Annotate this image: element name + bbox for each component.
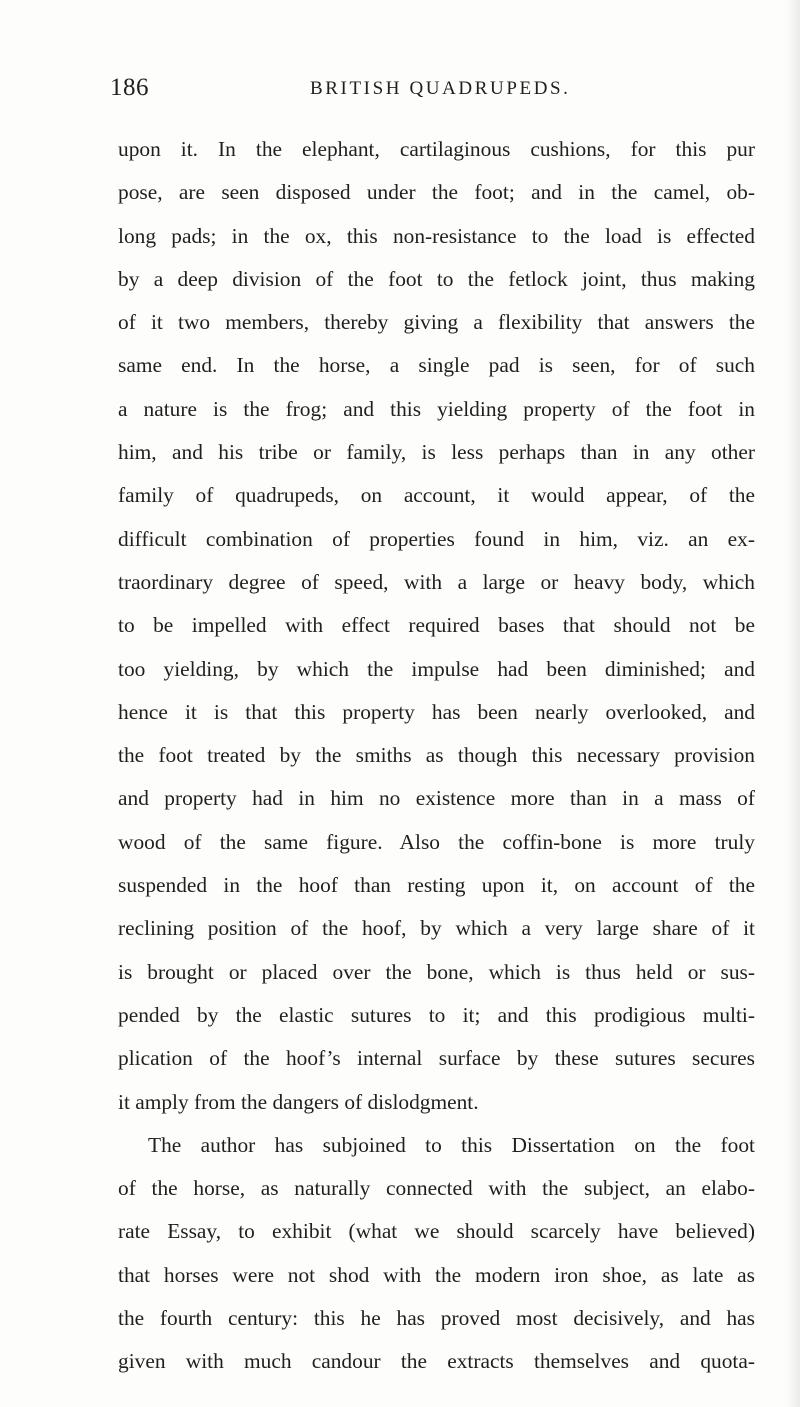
text-line: same end. In the horse, a single pad is seen, for of such [118,353,755,378]
text-line: pose, are seen disposed under the foot; and in the camel, ob- [118,180,755,205]
text-line: a nature is the frog; and this yielding property of the foot in [118,396,755,421]
running-title: BRITISH QUADRUPEDS. [310,78,571,99]
text-line: of it two members, thereby giving a flexibility that answers the [118,310,755,335]
text-line: rate Essay, to exhibit (what we should scarcely have believed) [118,1219,755,1244]
page-header [110,74,750,110]
text-line: upon it. In the elephant, cartilaginous cushions, for this pur [118,137,755,161]
text-line: given with much candour the extracts themselves and quota- [118,1349,755,1374]
text-line: the foot treated by the smiths as though this necessary provision [118,743,755,768]
text-line: to be impelled with effect required bases that should not be [118,613,755,638]
text-line: of the horse, as naturally connected with the subject, an elabo- [118,1176,755,1201]
text-line: difficult combination of properties found in him, viz. an ex- [118,526,755,551]
text-line: plication of the hoof’s internal surface by these sutures secures [118,1046,755,1071]
text-line: that horses were not shod with the modern iron shoe, as late as [118,1262,755,1287]
text-line: is brought or placed over the bone, which is thus held or sus- [118,959,755,984]
text-line: wood of the same figure. Also the coffin-bone is more truly [118,829,755,854]
text-line: traordinary degree of speed, with a large or heavy body, which [118,569,755,594]
page-number: 186 [110,74,149,101]
text-line: long pads; in the ox, this non-resistance to the load is effected [118,223,755,248]
text-line: too yielding, by which the impulse had been diminished; and [118,656,755,681]
page-edge-shadow [786,0,800,1407]
text-line: hence it is that this property has been nearly overlooked, and [118,699,755,724]
body-text [118,128,755,1384]
paragraph-end-line: it amply from the dangers of dislodgment. [118,1089,479,1114]
text-line: pended by the elastic sutures to it; and this prodigious multi- [118,1002,755,1027]
text-line: by a deep division of the foot to the fetlock joint, thus making [118,266,755,291]
paragraph-start-line: The author has subjoined to this Dissertation on the foot [148,1132,755,1157]
text-line: suspended in the hoof than resting upon it, on account of the [118,873,755,898]
text-line: and property had in him no existence more than in a mass of [118,786,755,811]
text-line: him, and his tribe or family, is less perhaps than in any other [118,440,755,465]
text-line: the fourth century: this he has proved most decisively, and has [118,1306,755,1331]
text-line: reclining position of the hoof, by which a very large share of it [118,916,755,941]
text-line: family of quadrupeds, on account, it would appear, of the [118,483,755,508]
